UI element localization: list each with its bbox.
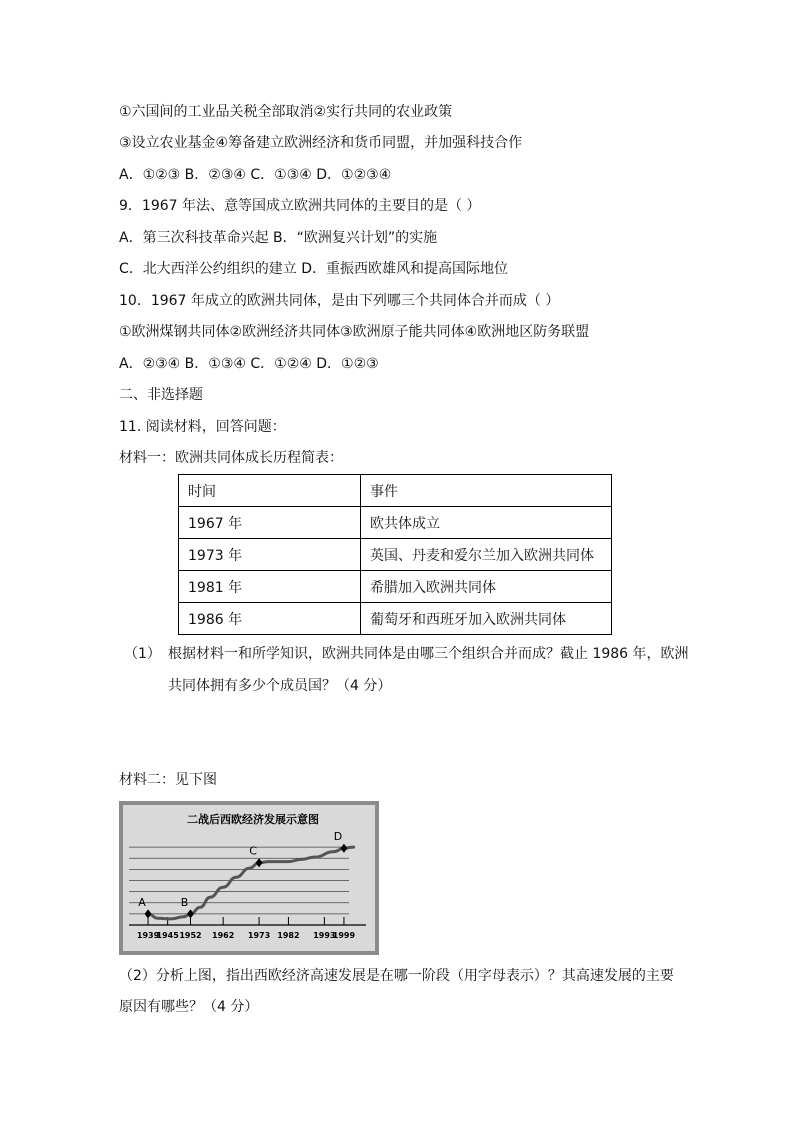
- point-label-a: A: [138, 895, 146, 909]
- x-tick-label: 1999: [332, 931, 356, 940]
- table-row: [179, 539, 612, 571]
- table-cell-event: 英国、丹麦和爱尔兰加入欧洲共同体: [361, 539, 612, 571]
- table-cell-year: 1967 年: [179, 507, 361, 539]
- table-row: [179, 571, 612, 603]
- table-cell-event: 希腊加入欧洲共同体: [361, 571, 612, 603]
- table-cell-year: 1986 年: [179, 603, 361, 635]
- x-tick-label: 1973: [247, 931, 271, 940]
- table-cell-event: 欧共体成立: [361, 507, 612, 539]
- intro-line-1: ①六国间的工业品关税全部取消②实行共同的农业政策: [119, 104, 453, 120]
- table-cell-year: 1973 年: [179, 539, 361, 571]
- chart-title: 二战后西欧经济发展示意图: [187, 813, 319, 826]
- q10-stem: 10．1967 年成立的欧洲共同体，是由下列哪三个共同体合并而成（ ）: [119, 293, 560, 309]
- q9-options-ab: A．第三次科技革命兴起 B．“欧洲复兴计划”的实施: [119, 230, 438, 246]
- q9-stem: 9．1967 年法、意等国成立欧洲共同体的主要目的是（ ）: [119, 198, 481, 214]
- sub1-line-2: 共同体拥有多少个成员国？（4 分）: [168, 678, 392, 694]
- sub1-label: （1）: [124, 646, 161, 662]
- x-tick-label: 1993: [313, 931, 336, 940]
- table-row: [179, 507, 612, 539]
- q11-stem: 11. 阅读材料，回答问题：: [119, 419, 286, 435]
- x-tick-label: 1982: [277, 931, 300, 940]
- point-label-d: D: [333, 830, 343, 844]
- material1-label: 材料一：欧洲共同体成长历程简表：: [119, 450, 343, 466]
- intro-options: A．①②③ B．②③④ C．①③④ D．①②③④: [119, 167, 392, 183]
- section-title: 二、非选择题: [119, 387, 203, 403]
- intro-line-2: ③设立农业基金④筹备建立欧洲经济和货币同盟，并加强科技合作: [119, 135, 523, 151]
- sub2-line-2: 原因有哪些？（4 分）: [119, 999, 259, 1015]
- table-row: [179, 603, 612, 635]
- q10-options: A．②③④ B．①③④ C．①②④ D．①②③: [119, 356, 379, 372]
- material2-label: 材料二：见下图: [119, 772, 217, 788]
- point-label-c: C: [249, 844, 257, 858]
- x-tick-label: 1945: [156, 931, 179, 940]
- table-cell-event: 葡萄牙和西班牙加入欧洲共同体: [361, 603, 612, 635]
- x-tick-label: 1952: [179, 931, 202, 940]
- q10-items: ①欧洲煤钢共同体②欧洲经济共同体③欧洲原子能共同体④欧洲地区防务联盟: [119, 324, 590, 340]
- x-tick-label: 1939: [136, 931, 160, 940]
- chart-svg: [119, 801, 379, 955]
- table-header-row: [179, 475, 612, 507]
- sub2-line-1: （2）分析上图，指出西欧经济高速发展是在哪一阶段（用字母表示）？其高速发展的主要: [119, 968, 674, 984]
- sub1-line-1: 根据材料一和所学知识，欧洲共同体是由哪三个组织合并而成？截止 1986 年，欧洲: [168, 646, 689, 662]
- economy-chart: [119, 801, 379, 955]
- history-table: [178, 474, 612, 635]
- header-cell-time: 时间: [179, 475, 361, 507]
- x-tick-label: 1962: [212, 931, 235, 940]
- header-cell-event: 事件: [361, 475, 612, 507]
- q9-options-cd: C．北大西洋公约组织的建立 D．重振西欧雄风和提高国际地位: [119, 261, 509, 277]
- chart-background: [123, 805, 375, 951]
- table-cell-year: 1981 年: [179, 571, 361, 603]
- point-label-b: B: [180, 895, 189, 909]
